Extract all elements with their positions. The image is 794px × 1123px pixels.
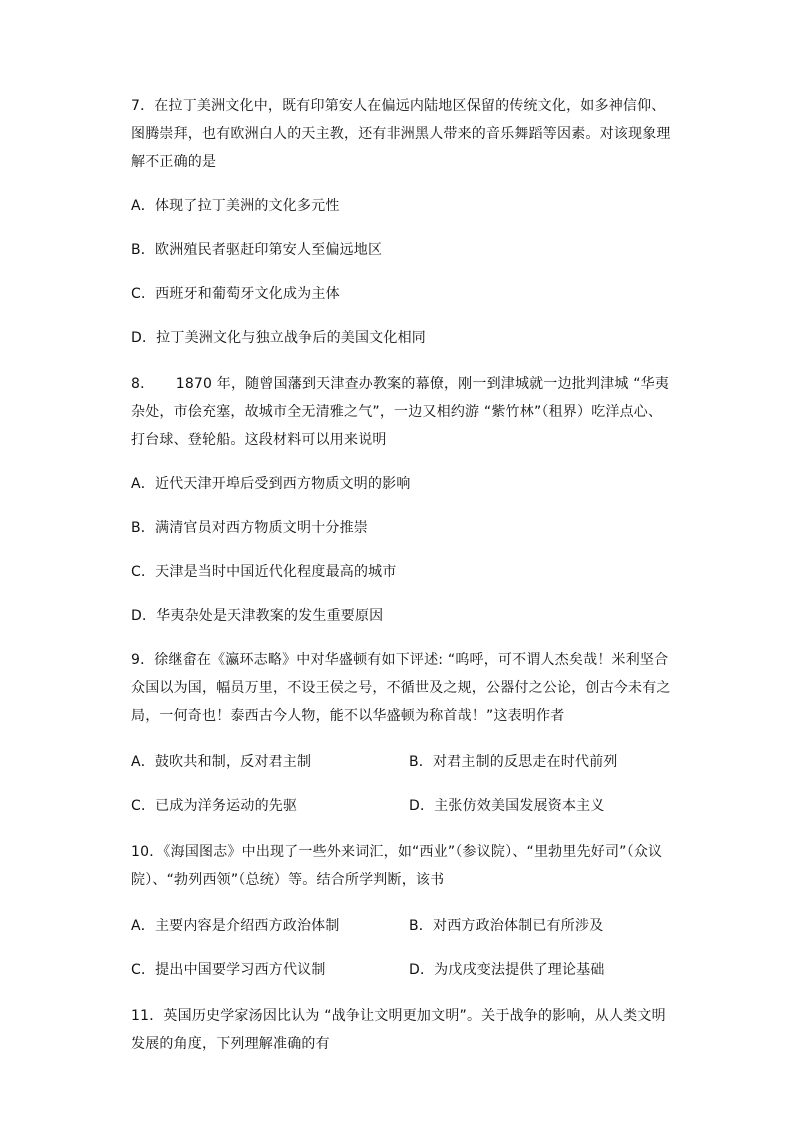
question-8-stem-line-3: 打台球、登轮船。这段材料可以用来说明	[131, 432, 387, 448]
question-9-option-b: B．对君主制的反思走在时代前列	[409, 754, 618, 770]
question-8-option-b: B．满清官员对西方物质文明十分推崇	[131, 520, 369, 536]
question-9-stem-line-1: 9．徐继畲在《瀛环志略》中对华盛顿有如下评述: “呜呼，可不谓人杰矣哉！米利坚合	[131, 652, 669, 668]
question-7-stem-line-2: 图腾崇拜，也有欧洲白人的天主教，还有非洲黑人带来的音乐舞蹈等因素。对该现象理	[131, 126, 671, 142]
question-7-option-b: B．欧洲殖民者驱赶印第安人至偏远地区	[131, 242, 383, 258]
question-10-option-c: C．提出中国要学习西方代议制	[131, 962, 326, 978]
question-8-option-d: D．华夷杂处是天津教案的发生重要原因	[131, 608, 384, 624]
question-8-option-a: A．近代天津开埠后受到西方物质文明的影响	[131, 476, 411, 492]
question-11-stem-line-2: 发展的角度，下列理解准确的有	[131, 1036, 330, 1052]
question-9-stem-line-2: 众国以为国，幅员万里，不设王侯之号，不循世及之规，公器付之公论，创古今未有之	[131, 680, 671, 696]
question-10-option-b: B．对西方政治体制已有所涉及	[409, 918, 604, 934]
question-10-option-a: A．主要内容是介绍西方政治体制	[131, 918, 340, 934]
question-7-stem-line-1: 7．在拉丁美洲文化中，既有印第安人在偏远内陆地区保留的传统文化，如多神信仰、	[131, 98, 666, 114]
question-7-stem-line-3: 解不正确的是	[131, 154, 217, 170]
question-8-option-c: C．天津是当时中国近代化程度最高的城市	[131, 564, 397, 580]
question-10-stem-line-2: 院）、“勃列西领”（总统）等。结合所学判断，该书	[131, 872, 445, 888]
question-8-stem-line-1: 8． 1870 年，随曾国藩到天津查办教案的幕僚，刚一到津城就一边批判津城 “华夷	[131, 376, 670, 392]
question-8-stem-line-2: 杂处，市侩充塞，故城市全无清雅之气”，一边又相约游 “紫竹林”（租界）吃洋点心、	[131, 404, 663, 420]
question-9-option-d: D．主张仿效美国发展资本主义	[409, 798, 605, 814]
question-9-stem-line-3: 局，一何奇也！泰西古今人物，能不以华盛顿为称首哉！”这表明作者	[131, 708, 565, 724]
question-10-stem-line-1: 10．《海国图志》中出现了一些外来词汇，如“西业”（参议院）、“里勃里先好司”（众议	[131, 844, 663, 860]
question-10-option-d: D．为戊戌变法提供了理论基础	[409, 962, 605, 978]
question-9-option-c: C．已成为洋务运动的先驱	[131, 798, 298, 814]
question-9-option-a: A．鼓吹共和制，反对君主制	[131, 754, 312, 770]
question-7-option-c: C．西班牙和葡萄牙文化成为主体	[131, 286, 340, 302]
question-7-option-d: D．拉丁美洲文化与独立战争后的美国文化相同	[131, 330, 426, 346]
question-7-option-a: A．体现了拉丁美洲的文化多元性	[131, 198, 340, 214]
question-11-stem-line-1: 11．英国历史学家汤因比认为 “战争让文明更加文明”。关于战争的影响，从人类文明	[131, 1008, 666, 1024]
